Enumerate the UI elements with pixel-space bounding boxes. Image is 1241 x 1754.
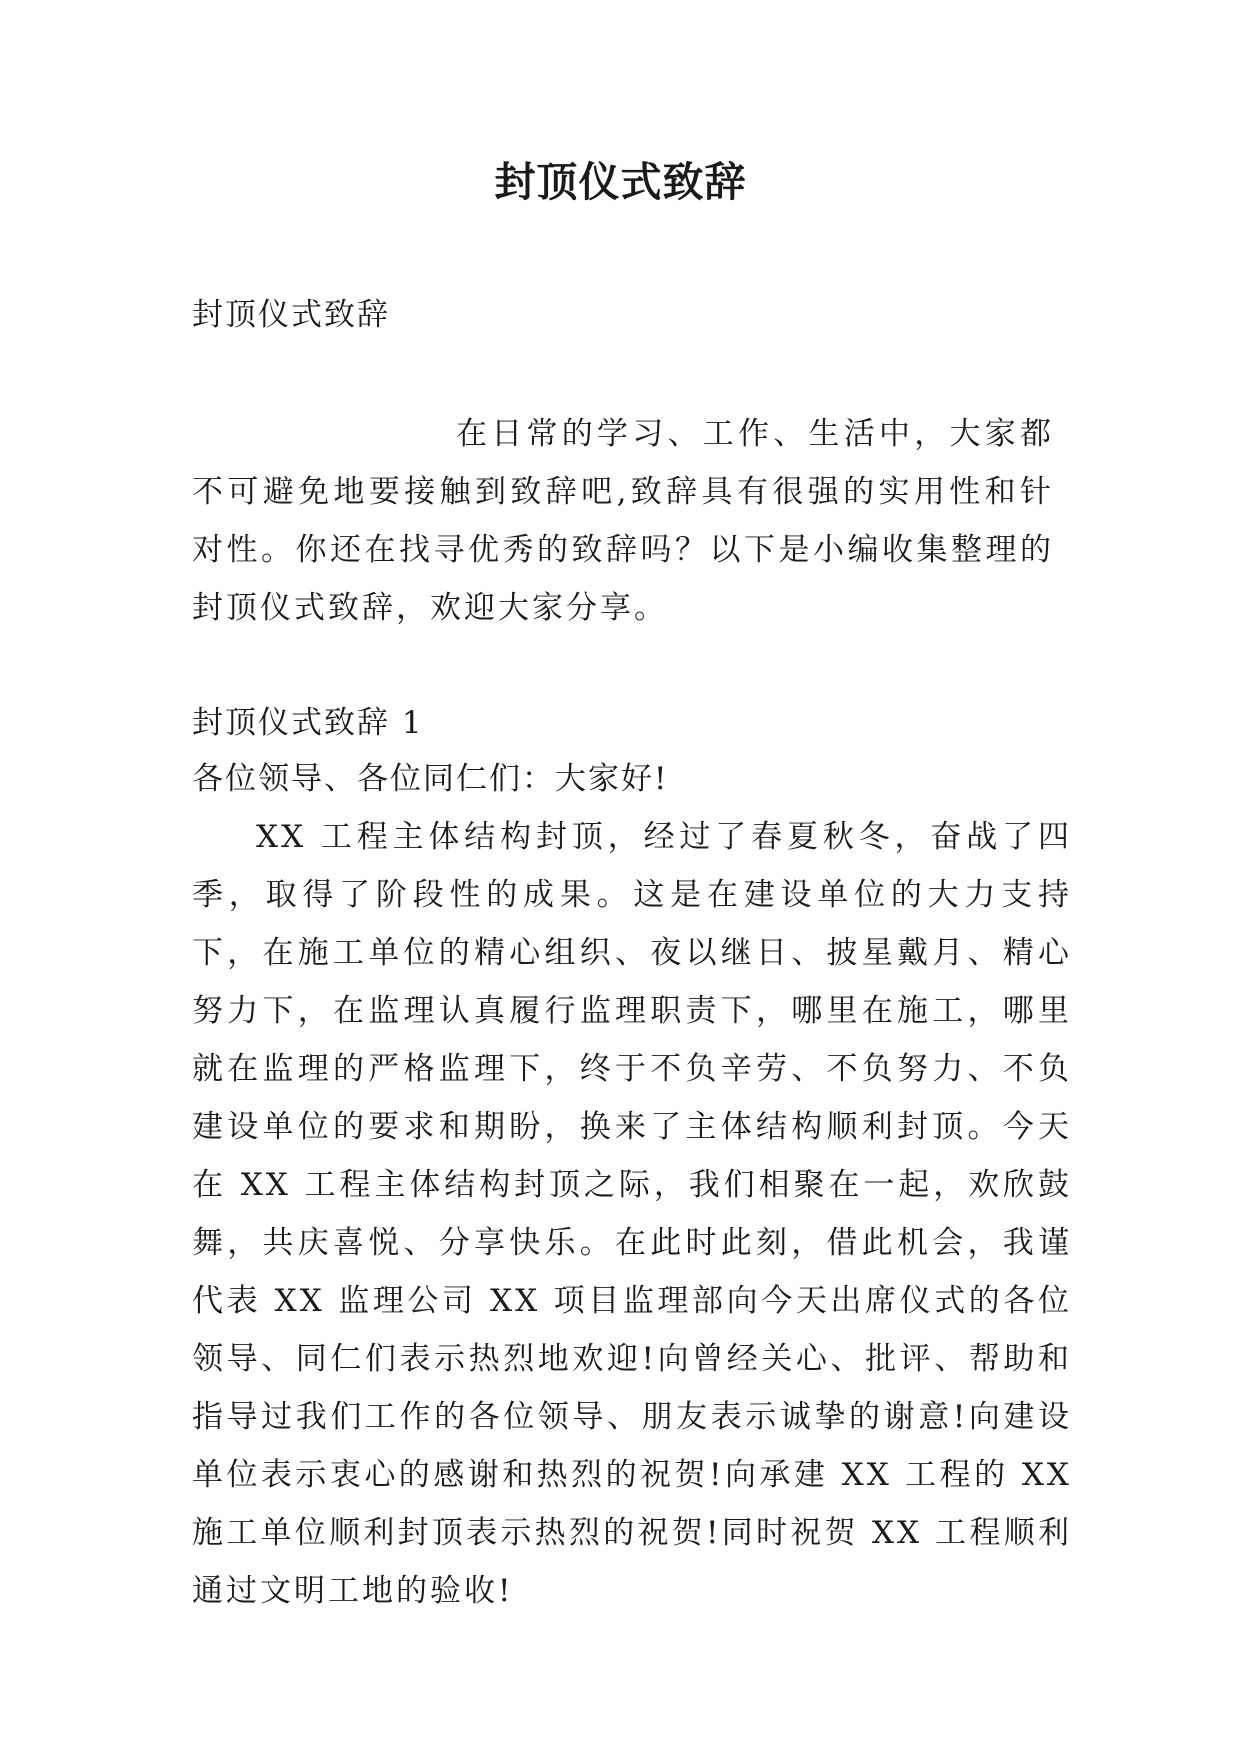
section-heading: 封顶仪式致辞 1 — [192, 705, 424, 741]
document-subtitle: 封顶仪式致辞 — [192, 297, 390, 333]
document-title: 封顶仪式致辞 — [494, 158, 747, 206]
greeting-line: 各位领导、各位同仁们：大家好! — [192, 761, 669, 797]
intro-paragraph: 在日常的学习、工作、生活中，大家都不可避免地要接触到致辞吧,致辞具有很强的实用性和针对性。你还在找寻优秀的致辞吗？以下是小编收集整理的封顶仪式致辞，欢迎大家分享。 — [192, 416, 1054, 626]
body-paragraph: XX 工程主体结构封顶，经过了春夏秋冬，奋战了四季，取得了阶段性的成果。这是在建设单位的大力支持下，在施工单位的精心组织、夜以继日、披星戴月、精心努力下，在监理认真履行监理职责下，哪里在施工，哪里就在监理的严格监理下，终于不负辛劳、不负努力、不负建设单位的要求和期盼，换来了主体结构顺利封顶。今天在 XX 工程主体结构封顶之际，我们相聚在一起，欢欣鼓舞，共庆喜悦、分享快乐。在此时此刻，借此机会，我谨代表 XX 监理公司 XX 项目监理部向今天出席仪式的各位领导、同仁们表示热烈地欢迎!向曾经关心、批评、帮助和指导过我们工作的各位领导、朋友表示诚挚的谢意!向建设单位表示衷心的感谢和热烈的祝贺!向承建 XX 工程的 XX 施工单位顺利封顶表示热烈的祝贺!同时祝贺 XX 工程顺利通过文明工地的验收! — [192, 819, 1072, 1609]
